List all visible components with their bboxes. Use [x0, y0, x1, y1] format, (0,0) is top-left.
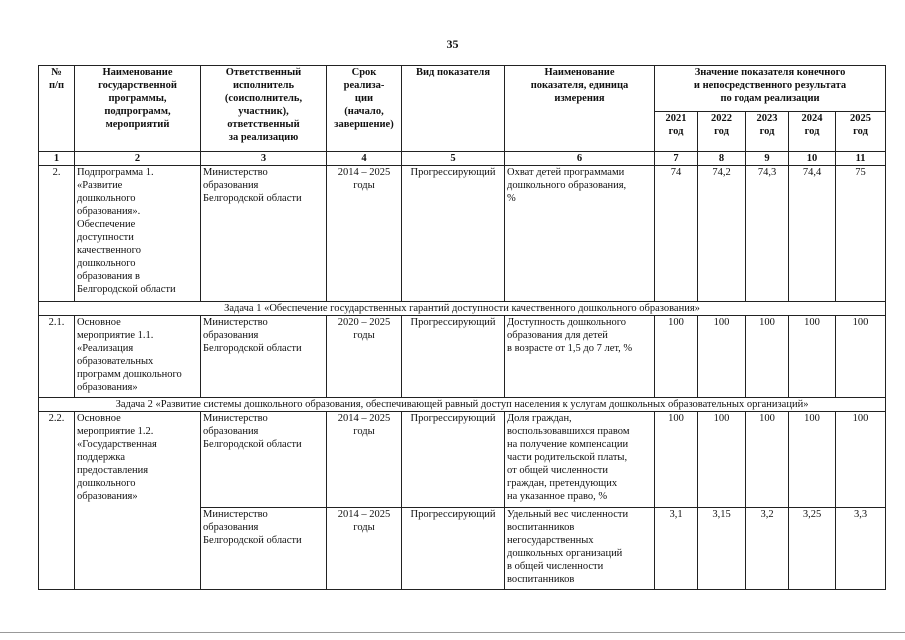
row-executor: Министерство образования Белгородской области	[201, 166, 327, 302]
row-name: Подпрограмма 1. «Развитие дошкольного образования». Обеспечение доступности качественного дошкольного образования в Белгородской области	[75, 166, 201, 302]
header-year-2024: 2024 год	[789, 112, 836, 152]
header-col-type: Вид показателя	[402, 66, 505, 152]
row-value-2022: 100	[698, 412, 746, 508]
col-number: 6	[505, 152, 655, 166]
row-value-2025: 100	[836, 412, 886, 508]
header-year-2025: 2025 год	[836, 112, 886, 152]
header-year-2023: 2023 год	[746, 112, 789, 152]
row-type: Прогрессирующий	[402, 316, 505, 398]
row-type: Прогрессирующий	[402, 166, 505, 302]
header-col-values: Значение показателя конечного и непосредственного результата по годам реализации	[655, 66, 886, 112]
row-indicator: Охват детей программами дошкольного образования, %	[505, 166, 655, 302]
task-row-1	[39, 302, 886, 316]
row-value-2024: 100	[789, 316, 836, 398]
row-value-2021: 74	[655, 166, 698, 302]
row-indicator: Доля граждан, воспользовавшихся правом на получение компенсации части родительской платы, от общей численности граждан, претендующих на указанное право, %	[505, 412, 655, 508]
row-indicator: Удельный вес численности воспитанников негосударственных дошкольных организаций в общей численности воспитанников	[505, 508, 655, 590]
row-value-2023: 3,2	[746, 508, 789, 590]
col-number: 5	[402, 152, 505, 166]
row-name: Основное мероприятие 1.2. «Государственная поддержка предоставления дошкольного образования»	[75, 412, 201, 590]
header-col-num: № п/п	[39, 66, 75, 152]
row-value-2022: 3,15	[698, 508, 746, 590]
row-period: 2014 – 2025 годы	[327, 508, 402, 590]
col-number: 4	[327, 152, 402, 166]
page-number: 35	[446, 37, 459, 51]
header-year-2022: 2022 год	[698, 112, 746, 152]
row-number: 2.	[39, 166, 75, 302]
table-row	[39, 166, 886, 302]
header-year-2021: 2021 год	[655, 112, 698, 152]
col-number: 11	[836, 152, 886, 166]
task-2-title: Задача 2 «Развитие системы дошкольного образования, обеспечивающей равный доступ населения к услугам дошкольных образовательных организаций»	[39, 398, 886, 412]
row-value-2021: 100	[655, 412, 698, 508]
col-number: 9	[746, 152, 789, 166]
row-value-2023: 74,3	[746, 166, 789, 302]
col-number: 8	[698, 152, 746, 166]
task-row-2	[39, 398, 886, 412]
row-value-2024: 74,4	[789, 166, 836, 302]
row-number: 2.1.	[39, 316, 75, 398]
row-name: Основное мероприятие 1.1. «Реализация образовательных программ дошкольного образования»	[75, 316, 201, 398]
header-col-period: Срок реализа- ции (начало, завершение)	[327, 66, 402, 152]
row-value-2025: 3,3	[836, 508, 886, 590]
row-period: 2014 – 2025 годы	[327, 166, 402, 302]
task-1-title: Задача 1 «Обеспечение государственных гарантий доступности качественного дошкольного образования»	[39, 302, 886, 316]
row-value-2021: 3,1	[655, 508, 698, 590]
col-number: 3	[201, 152, 327, 166]
row-value-2022: 74,2	[698, 166, 746, 302]
row-period: 2020 – 2025 годы	[327, 316, 402, 398]
row-number: 2.2.	[39, 412, 75, 590]
row-type: Прогрессирующий	[402, 508, 505, 590]
column-numbers-row	[39, 152, 886, 166]
row-type: Прогрессирующий	[402, 412, 505, 508]
row-value-2022: 100	[698, 316, 746, 398]
row-executor: Министерство образования Белгородской области	[201, 412, 327, 508]
col-number: 10	[789, 152, 836, 166]
row-value-2023: 100	[746, 412, 789, 508]
page-bottom-divider	[0, 632, 905, 633]
col-number: 2	[75, 152, 201, 166]
header-col-executor: Ответственный исполнитель (соисполнитель, участник), ответственный за реализацию	[201, 66, 327, 152]
header-row-1	[39, 66, 886, 112]
row-value-2024: 3,25	[789, 508, 836, 590]
row-value-2025: 100	[836, 316, 886, 398]
row-executor: Министерство образования Белгородской области	[201, 316, 327, 398]
row-period: 2014 – 2025 годы	[327, 412, 402, 508]
header-col-name: Наименование государственной программы, подпрограмм, мероприятий	[75, 66, 201, 152]
indicators-table	[38, 65, 886, 590]
table-row	[39, 316, 886, 398]
row-value-2021: 100	[655, 316, 698, 398]
row-executor: Министерство образования Белгородской области	[201, 508, 327, 590]
col-number: 1	[39, 152, 75, 166]
row-value-2025: 75	[836, 166, 886, 302]
header-col-indicator: Наименование показателя, единица измерения	[505, 66, 655, 152]
col-number: 7	[655, 152, 698, 166]
table-row	[39, 412, 886, 508]
row-indicator: Доступность дошкольного образования для детей в возрасте от 1,5 до 7 лет, %	[505, 316, 655, 398]
row-value-2023: 100	[746, 316, 789, 398]
row-value-2024: 100	[789, 412, 836, 508]
